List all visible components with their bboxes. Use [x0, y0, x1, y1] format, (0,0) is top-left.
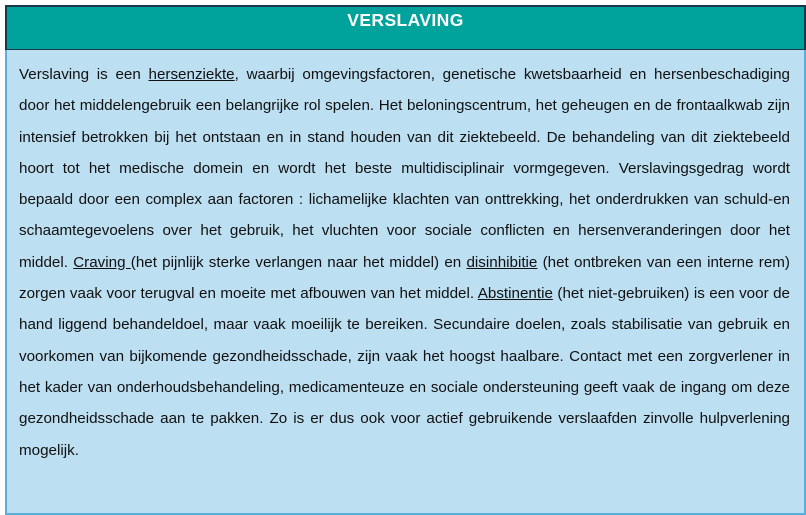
paragraph-text: (het pijnlijk sterke verlangen naar het middel) en — [130, 253, 467, 271]
paragraph-text: (het ontbreken van een interne rem) zorgen vaak voor terugval en moeite met afbouwen van het middel. — [19, 253, 790, 303]
underlined-term: Abstinentie — [477, 285, 553, 303]
body-paragraph — [19, 59, 790, 497]
paragraph-text: Verslaving is een — [19, 66, 149, 83]
underlined-term: Craving — [73, 253, 131, 271]
verslaving-info-card — [5, 5, 806, 515]
card-header — [5, 5, 806, 50]
paragraph-text: , waarbij omgevingsfactoren, genetische kwetsbaarheid en hersenbeschadiging door het middelengebruik een belangrijke rol spelen. Het beloningscentrum, het geheugen en de frontaalkwab zijn intensief betrokken bij het ontstaan en in stand houden van dit ziektebeeld. De behandeling van dit ziektebeeld hoort tot het medische domein en wordt het beste multidisciplinair vormgegeven. Verslavingsgedrag wordt bepaald door een complex aan factoren : lichamelijke klachten van onttrekking, het onderdrukken van schuld-en schaamtegevoelens over het gebruik, het vluchten voor sociale conflicten en hersenveranderingen door het middel. — [19, 66, 791, 271]
paragraph-text: (het niet-gebruiken) is een voor de hand liggend behandeldoel, maar vaak moeilijk te bereiken. Secundaire doelen, zoals stabilisatie van gebruik en voorkomen van bijkomende gezondheidsschade, zijn vaak het hoogst haalbare. Contact met een zorgverlener in het kader van onderhoudsbehandeling, medicamenteuze en sociale ondersteuning geeft vaak de ingang om deze gezondheidsschade aan te pakken. Zo is er dus ook voor actief gebruikende verslaafden zinvolle hulpverlening mogelijk. — [19, 285, 790, 459]
underlined-term: hersenziekte — [148, 66, 235, 83]
card-body — [5, 50, 806, 515]
page-title: VERSLAVING — [347, 10, 464, 31]
underlined-term: disinhibitie — [466, 253, 538, 271]
